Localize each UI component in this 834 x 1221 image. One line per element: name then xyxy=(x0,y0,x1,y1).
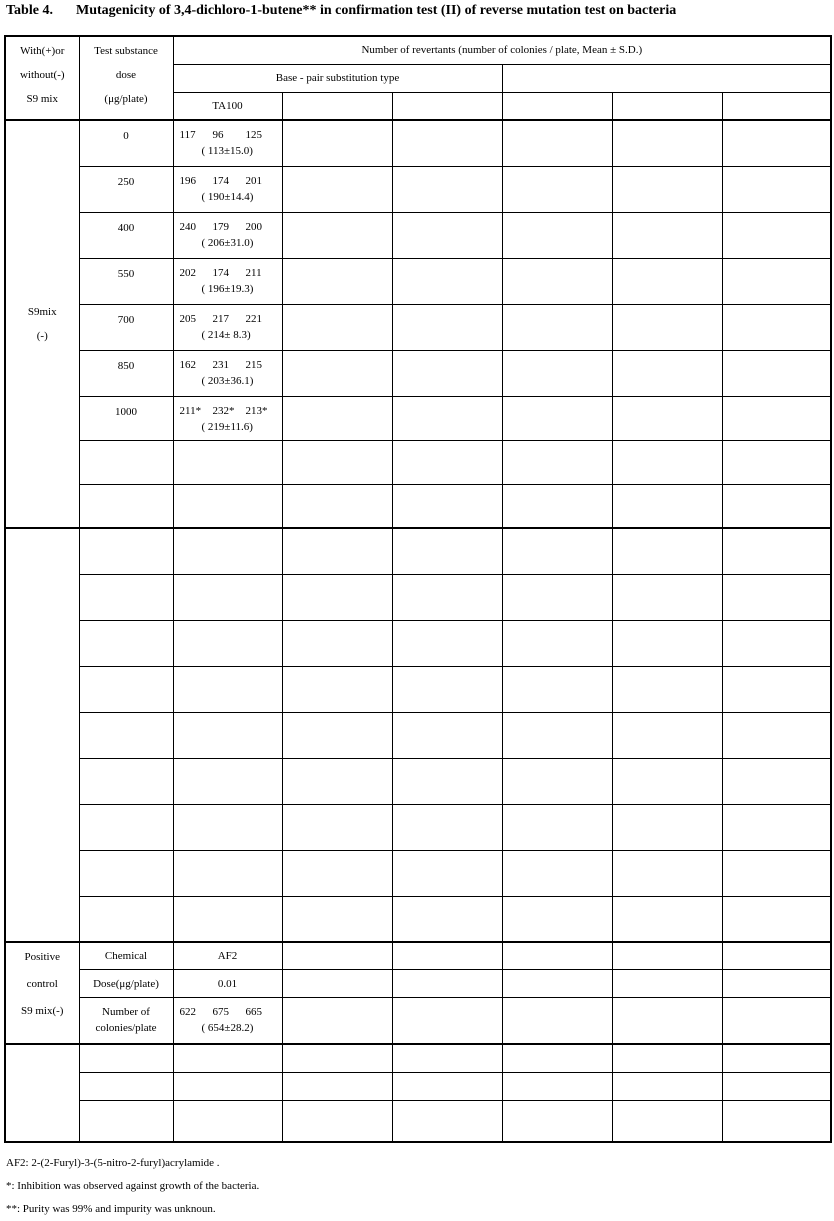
footnote-purity: **: Purity was 99% and impurity was unknoun. xyxy=(6,1203,216,1215)
positive-control-label-cell: Positive control S9 mix(-) xyxy=(5,942,79,1044)
dose-cell: 250 xyxy=(79,166,173,212)
dose-cell: 0 xyxy=(79,120,173,166)
header-base-pair: Base - pair substitution type xyxy=(173,64,502,92)
positive-colonies-label: Number of colonies/plate xyxy=(79,998,173,1044)
header-dose-cell: Test substance dose (μg/plate) xyxy=(79,36,173,120)
dose-cell: 400 xyxy=(79,212,173,258)
footnotes xyxy=(6,1152,259,1221)
table-title xyxy=(6,3,676,19)
positive-dose-value: 0.01 xyxy=(173,970,282,998)
dose-cell: 1000 xyxy=(79,396,173,440)
ta100-values-cell: 196 174 201 ( 190±14.4) xyxy=(173,166,282,212)
header-s9-cell: With(+)or without(-) S9 mix xyxy=(5,36,79,120)
dose-cell: 850 xyxy=(79,350,173,396)
ta100-values-cell: 211* 232* 213* ( 219±11.6) xyxy=(173,396,282,440)
ta100-values-cell: 240 179 200 ( 206±31.0) xyxy=(173,212,282,258)
header-revertants: Number of revertants (number of colonies / plate, Mean ± S.D.) xyxy=(173,36,831,64)
positive-values-cell: 622 675 665 ( 654±28.2) xyxy=(173,998,282,1044)
header-strain-ta100: TA100 xyxy=(173,92,282,120)
dose-cell: 700 xyxy=(79,304,173,350)
dose-cell: 550 xyxy=(79,258,173,304)
table-caption: Mutagenicity of 3,4-dichloro-1-butene** in confirmation test (II) of reverse mutation test on bacteria xyxy=(76,3,677,18)
ta100-values-cell: 117 96 125 ( 113±15.0) xyxy=(173,120,282,166)
s9mix-sign: (-) xyxy=(36,330,48,343)
ta100-values-cell: 202 174 211 ( 196±19.3) xyxy=(173,258,282,304)
mutagenicity-table xyxy=(4,35,832,1143)
positive-dose-label: Dose(μg/plate) xyxy=(79,970,173,998)
s9mix-label: S9mix xyxy=(27,306,57,319)
s9mix-plus-empty-cell xyxy=(5,528,79,941)
header-frameshift-empty xyxy=(502,64,831,92)
positive-plus-empty-cell xyxy=(5,1044,79,1142)
chemical-label: Chemical xyxy=(79,942,173,970)
ta100-values-cell: 162 231 215 ( 203±36.1) xyxy=(173,350,282,396)
table-number: Table 4. xyxy=(6,3,53,18)
ta100-values-cell: 205 217 221 ( 214± 8.3) xyxy=(173,304,282,350)
footnote-af2: AF2: 2-(2-Furyl)-3-(5-nitro-2-furyl)acrylamide . xyxy=(6,1157,220,1169)
s9mix-label-cell xyxy=(5,120,79,528)
positive-chemical-af2: AF2 xyxy=(173,942,282,970)
footnote-inhibition: *: Inhibition was observed against growth of the bacteria. xyxy=(6,1180,260,1192)
